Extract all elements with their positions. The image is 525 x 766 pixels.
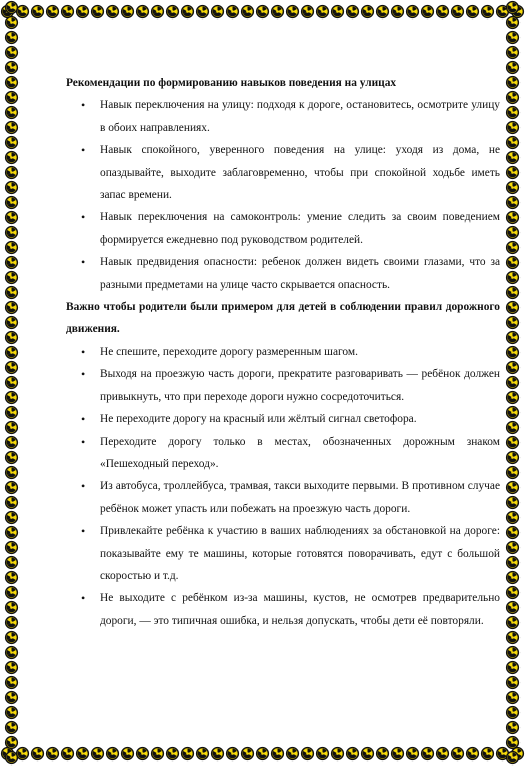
bullet-icon: • — [81, 524, 86, 539]
bullet-icon: • — [81, 367, 86, 382]
list-item: • Не спешите, переходите дорогу размеренным шагом. — [66, 341, 500, 363]
bullet-icon: • — [81, 591, 86, 606]
bullet-icon: • — [81, 210, 86, 225]
list-item: • Навык спокойного, уверенного поведения на улице: уходя из дома, не опаздывайте, выходите заблаговременно, чтобы при спокойной ходьбе иметь запас времени. — [66, 139, 500, 206]
bullet-icon: • — [81, 412, 86, 427]
bullet-icon: • — [81, 143, 86, 158]
bottom-border — [0, 746, 525, 762]
list-item: • Из автобуса, троллейбуса, трамвая, такси выходите первыми. В противном случае ребёнок может упасть или побежать на проезжую часть дороги. — [66, 475, 500, 520]
bullet-icon: • — [81, 255, 86, 270]
list-item: • Не выходите с ребёнком из-за машины, кустов, не осмотрев предварительно дороги, — это типичная ошибка, и нельзя допускать, чтобы дети её повторяли. — [66, 587, 500, 632]
right-border — [505, 0, 521, 766]
bullet-icon: • — [81, 98, 86, 113]
bullet-icon: • — [81, 434, 86, 449]
list-item: • Навык переключения на самоконтроль: умение следить за своим поведением формируется ежедневно под руководством родителей. — [66, 206, 500, 251]
bullet-icon: • — [81, 479, 86, 494]
top-border — [0, 4, 525, 20]
document-body — [66, 72, 500, 632]
section-heading-recommendations: Рекомендации по формированию навыков поведения на улицах — [66, 77, 397, 89]
recommendations-list — [66, 94, 500, 296]
list-item: • Навык переключения на улицу: подходя к дороге, остановитесь, осмотрите улицу в обоих направлениях. — [66, 94, 500, 139]
list-item: • Привлекайте ребёнка к участию в ваших наблюдениях за обстановкой на дороге: показывайте ему те машины, которые готовятся поворачивать, едут с большой скоростью и т.д. — [66, 520, 500, 587]
list-item: • Выходя на проезжую часть дороги, прекратите разговаривать — ребёнок должен привыкнуть, что при переходе дороги нужно сосредоточиться. — [66, 363, 500, 408]
bullet-icon: • — [81, 344, 86, 359]
list-item: • Не переходите дорогу на красный или жёлтый сигнал светофора. — [66, 408, 500, 430]
left-border — [4, 0, 20, 766]
section-heading-parents-example: Важно чтобы родители были примером для детей в соблюдении правил дорожного движения. — [66, 301, 500, 336]
parents-rules-list — [66, 341, 500, 632]
list-item: • Навык предвидения опасности: ребенок должен видеть своими глазами, что за разными предметами на улице часто скрывается опасность. — [66, 251, 500, 296]
list-item: • Переходите дорогу только в местах, обозначенных дорожным знаком «Пешеходный переход». — [66, 431, 500, 476]
